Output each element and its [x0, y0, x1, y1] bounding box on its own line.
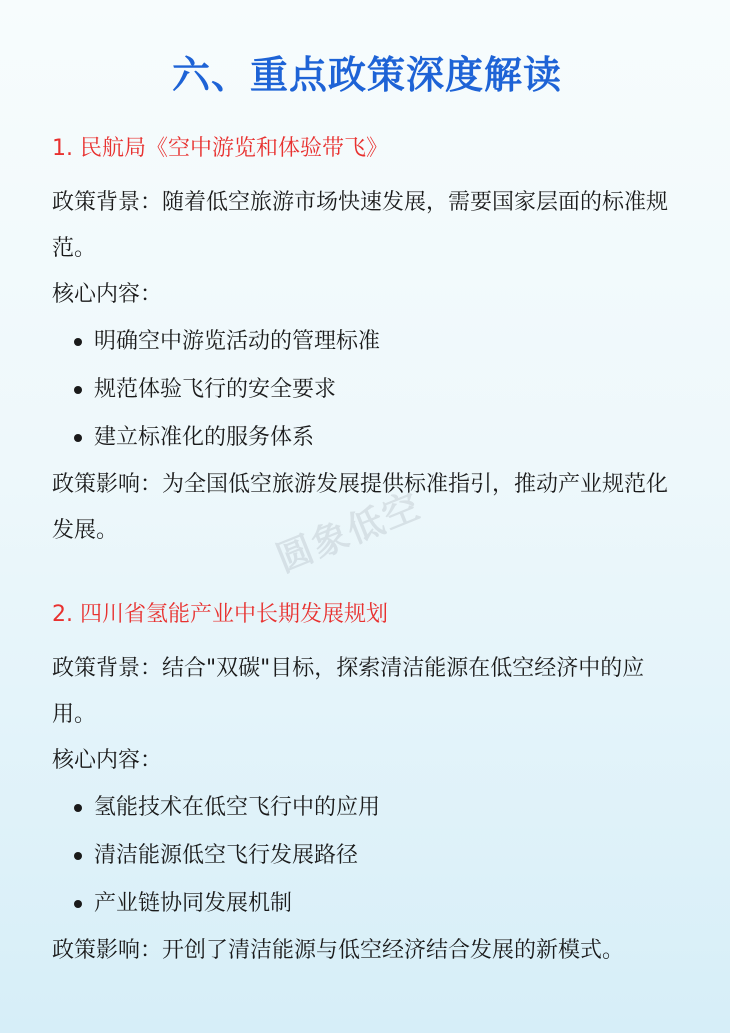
policy-impact: 政策影响：开创了清洁能源与低空经济结合发展的新模式。	[52, 938, 625, 963]
bullet-dot-icon	[74, 852, 82, 860]
list-item-text: 氢能技术在低空飞行中的应用	[94, 795, 381, 820]
section-heading: 1. 民航局《空中游览和体验带飞》	[52, 136, 388, 161]
bullet-dot-icon	[74, 434, 82, 442]
list-item	[52, 784, 682, 832]
bullet-dot-icon	[74, 338, 82, 346]
watermark-text: 圆象低空	[270, 485, 428, 581]
core-content-label: 核心内容：	[52, 282, 163, 307]
list-item-text: 清洁能源低空飞行发展路径	[94, 843, 359, 868]
list-item-text: 产业链协同发展机制	[94, 891, 293, 916]
core-content-list	[52, 318, 682, 462]
page-title: 六、重点政策深度解读	[171, 53, 562, 97]
policy-section-1	[52, 132, 682, 554]
core-content-list	[52, 784, 682, 928]
list-item-text: 明确空中游览活动的管理标准	[94, 329, 381, 354]
list-item	[52, 880, 682, 928]
section-heading: 2. 四川省氢能产业中长期发展规划	[52, 602, 388, 627]
bullet-dot-icon	[74, 900, 82, 908]
core-content-label: 核心内容：	[52, 748, 163, 773]
list-item	[52, 366, 682, 414]
list-item	[52, 832, 682, 880]
list-item-text: 规范体验飞行的安全要求	[94, 377, 337, 402]
bullet-dot-icon	[74, 386, 82, 394]
policy-impact: 政策影响：为全国低空旅游发展提供标准指引，推动产业规范化发展。	[52, 472, 669, 543]
policy-background: 政策背景：结合"双碳"目标，探索清洁能源在低空经济中的应用。	[52, 656, 645, 727]
list-item	[52, 414, 682, 462]
bullet-dot-icon	[74, 804, 82, 812]
list-item-text: 建立标准化的服务体系	[94, 425, 315, 450]
policy-section-2	[52, 598, 682, 974]
policy-background: 政策背景：随着低空旅游市场快速发展，需要国家层面的标准规范。	[52, 190, 669, 261]
list-item	[52, 318, 682, 366]
